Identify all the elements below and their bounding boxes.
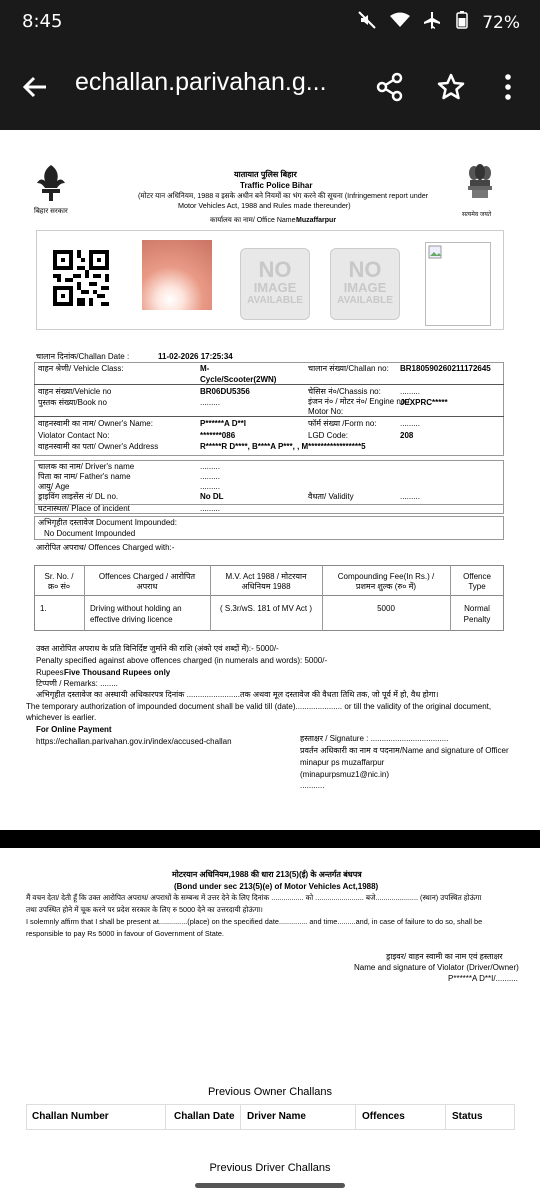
officer-name: minapur ps muzaffarpur <box>300 758 385 767</box>
page-title: Traffic Police Bihar <box>240 181 313 190</box>
column-status: Status <box>452 1111 483 1122</box>
rupees-value: Five Thousand Rupees only <box>64 668 171 677</box>
authorization-text-2: whichever is earlier. <box>26 713 97 722</box>
table-header-offence: Offences Charged / आरोपित <box>98 572 196 581</box>
table-header-type-hi: Type <box>468 582 486 591</box>
row-type-2: Penalty <box>463 615 491 624</box>
table-header-act-hi: अधिनियम 1988 <box>241 582 291 591</box>
age-value: ......... <box>200 482 221 491</box>
contact-label: Violator Contact No: <box>38 431 110 440</box>
table-header-sr-hi: क्र० सं० <box>47 582 71 591</box>
challan-no-value: BR180590260211172645 <box>400 364 491 373</box>
bond-hindi-line: मैं वचन देता/ देती हूँ कि उक्त आरोपित अपराध/ अपराधों के सम्बन्ध में उत्तर देने के लिए दिनांक ................ को ........................ बजे..................... (स्थान) उपस्थित होऊंगा <box>26 893 482 902</box>
battery-percent: 72% <box>482 12 520 33</box>
offences-label: आरोपित अपराध/ Offences Charged with:- <box>36 543 175 552</box>
authorization-text: The temporary authorization of impounded document shall be valid till (date)..................... or till the validity of the original document, <box>26 702 492 711</box>
header-subtitle: (मोटर यान अधिनियम, 1988 व इसके अधीन बने नियमों का भंग करने की सूचना (Infringement report under <box>138 191 429 200</box>
engine-label-2: Motor No: <box>308 407 344 416</box>
bond-title: (Bond under sec 213(5)(e) of Motor Vehicles Act,1988) <box>174 882 379 891</box>
status-icons <box>358 11 520 34</box>
validity-value: ......... <box>400 492 421 501</box>
violator-sig-value: P******A D**I/.......... <box>448 974 518 983</box>
office-label: कार्यालय का नाम/ Office Name : <box>210 217 300 224</box>
column-driver-name: Driver Name <box>247 1111 306 1122</box>
bond-text: I solemnly affirm that I shall be present at..............(place) on the specified date.............. and time.........and, in case of failure to do so, shall be <box>26 917 483 926</box>
challan-no-label: चालान संख्या/Challan no: <box>308 364 389 373</box>
column-challan-number: Challan Number <box>32 1111 109 1122</box>
place-value: ......... <box>200 504 221 513</box>
browser-toolbar <box>0 46 540 130</box>
chassis-label: चेसिस नं०/Chassis no: <box>308 387 381 396</box>
bond-text-2: responsible to pay Rs 5000 in favour of Government of State. <box>26 929 224 938</box>
right-logo-caption: सत्यमेव जयते <box>462 212 492 218</box>
column-challan-date: Challan Date <box>174 1111 235 1122</box>
bookmark-star-icon[interactable] <box>436 72 466 102</box>
father-name-value: ......... <box>200 472 221 481</box>
rupees-label: Rupees: <box>36 668 66 677</box>
age-label: आयु/ Age <box>38 482 70 491</box>
page-gap <box>0 830 540 848</box>
vehicle-no-label: वाहन संख्या/Vehicle no <box>38 387 112 396</box>
table-header-act: M.V. Act 1988 / मोटरयान <box>225 572 307 581</box>
impounded-label: अभिगृहीत दस्तावेज Document Impounded: <box>38 518 177 527</box>
violator-sig-hindi: ड्राइवर/ वाहन स्वामी का नाम एवं हस्ताक्षर <box>386 952 503 961</box>
status-bar <box>0 0 540 46</box>
previous-driver-title: Previous Driver Challans <box>209 1162 331 1174</box>
officer-label: प्रवर्तन अधिकारी का नाम व पदनाम/Name and signature of Officer <box>300 746 509 755</box>
contact-value: *******086 <box>200 431 236 440</box>
hindi-header-title: यातायात पुलिस बिहार <box>234 170 297 179</box>
gesture-nav-bar[interactable] <box>195 1183 345 1188</box>
vehicle-class-value-2: Cycle/Scooter(2WN) <box>200 375 277 384</box>
challan-date-label: चालान दिनांक/Challan Date : <box>36 352 130 361</box>
challan-date-value: 11-02-2026 17:25:34 <box>158 352 233 361</box>
clock: 8:45 <box>22 11 63 32</box>
row-type: Normal <box>464 604 490 613</box>
online-payment-link[interactable]: https://echallan.parivahan.gov.in/index/accused-challan <box>36 737 232 746</box>
signature-label: हस्ताक्षर / Signature : ................................... <box>300 734 449 743</box>
remarks: टिप्पणी / Remarks: ........ <box>36 679 118 688</box>
mute-icon <box>358 11 376 34</box>
owner-name-value: P******A D**I <box>200 419 246 428</box>
form-no-label: फॉर्म संख्या /Form no: <box>308 419 377 428</box>
row-sr: 1. <box>40 604 47 613</box>
bihar-government-logo <box>34 163 68 203</box>
lgd-value: 208 <box>400 431 414 440</box>
row-act: ( S.3r/wS. 181 of MV Act ) <box>219 604 313 613</box>
validity-label: वैधता/ Validity <box>308 492 354 501</box>
bond-hindi-title: मोटरयान अधिनियम,1988 की धारा 213(5)(ई) के अन्तर्गत बंधपत्र <box>172 870 362 879</box>
place-label: घटनास्थल/ Place of incident <box>38 504 130 513</box>
impounded-value: No Document Impounded <box>44 529 136 538</box>
lgd-label: LGD Code: <box>308 431 349 440</box>
row-offence-2: effective driving licence <box>90 615 173 624</box>
chassis-value: ......... <box>400 387 421 396</box>
driver-name-value: ......... <box>200 462 221 471</box>
address-label: वाहनस्वामी का पता/ Owner's Address <box>38 442 159 451</box>
table-header-fee-hi: प्रशमन शुल्क (रु० में) <box>355 582 417 591</box>
previous-owner-title: Previous Owner Challans <box>207 1086 333 1098</box>
url-title[interactable]: echallan.parivahan.g... <box>75 68 327 96</box>
book-no-label: पुस्तक संख्या/Book no <box>38 398 107 407</box>
office-value: Muzaffarpur <box>296 217 337 224</box>
engine-value: JEXPRC***** <box>400 398 448 407</box>
vehicle-class-value: M- <box>200 364 210 373</box>
header-subtitle-2: Motor Vehicles Act, 1988 and Rules made thereunder) <box>178 201 351 210</box>
dl-label: ड्राइविंग लाइसेंस नं/ DL no. <box>38 492 119 501</box>
more-options-icon[interactable] <box>498 72 518 102</box>
bond-document <box>0 848 540 1200</box>
national-emblem-logo <box>465 163 495 208</box>
violator-sig-label: Name and signature of Violator (Driver/Owner) <box>354 963 519 972</box>
no-image-placeholder: NO IMAGE AVAILABLE <box>240 248 310 320</box>
online-payment-label: For Online Payment <box>36 725 112 734</box>
broken-image <box>425 242 491 326</box>
table-header-offence-hi: अपराध <box>136 582 158 591</box>
wifi-icon <box>390 12 410 33</box>
address-value: R*****R D****, B****A P***, , M*****************5 <box>200 442 366 451</box>
column-offences: Offences <box>362 1111 405 1122</box>
officer-dots: ........... <box>300 781 325 790</box>
table-header-fee: Compounding Fee(In Rs.) / <box>337 572 435 581</box>
form-no-value: ......... <box>400 419 421 428</box>
owner-name-label: वाहनस्वामी का नाम/ Owner's Name: <box>38 419 153 428</box>
bond-hindi-line-2: तथा उपस्थित होने में चूक करने पर प्रदेश सरकार के लिए रु 5000 देने का उत्तरदायी होऊंगा। <box>26 905 263 914</box>
driver-name-label: चालक का नाम/ Driver's name <box>38 462 135 471</box>
share-icon[interactable] <box>376 72 404 102</box>
vehicle-photo <box>142 240 212 310</box>
officer-email: (minapurpsmuz1@nic.in) <box>300 770 390 779</box>
dl-value: No DL <box>200 492 224 501</box>
no-image-placeholder: NO IMAGE AVAILABLE <box>330 248 400 320</box>
penalty-total: Penalty specified against above offences charged (in numerals and words): 5000/- <box>36 656 328 665</box>
book-no-value: ......... <box>200 398 221 407</box>
vehicle-class-label: वाहन श्रेणी/ Vehicle Class: <box>38 364 124 373</box>
penalty-hindi-total: उक्त आरोपित अपराध के प्रति विनिर्दिष्ट जुर्माने की राशि (अंको एवं शब्दों में):- 5000/- <box>36 644 279 653</box>
back-arrow-icon[interactable] <box>20 72 50 102</box>
table-header-sr: Sr. No. / <box>44 572 74 581</box>
authorization-hindi: अभिगृहीत दस्तावेज का अस्थायी अधिकारपत्र दिनांक ........................तक अथवा मूल दस्तावेज की वैधता तिथि तक, जो पूर्व में हो, वैध होगा। <box>36 690 439 699</box>
father-name-label: पिता का नाम/ Father's name <box>38 472 131 481</box>
challan-document <box>0 130 540 830</box>
airplane-icon <box>424 11 442 34</box>
engine-label: इंजन नं० / मोटर नं०/ Engine no / <box>308 397 410 406</box>
vehicle-no-value: BR06DU5356 <box>200 387 250 396</box>
qr-code <box>53 250 109 306</box>
table-header-type: Offence <box>463 572 491 581</box>
row-offence: Driving without holding an <box>90 604 182 613</box>
row-fee: 5000 <box>377 604 395 613</box>
battery-icon <box>456 11 468 34</box>
left-logo-caption: बिहार सरकार <box>34 208 68 215</box>
